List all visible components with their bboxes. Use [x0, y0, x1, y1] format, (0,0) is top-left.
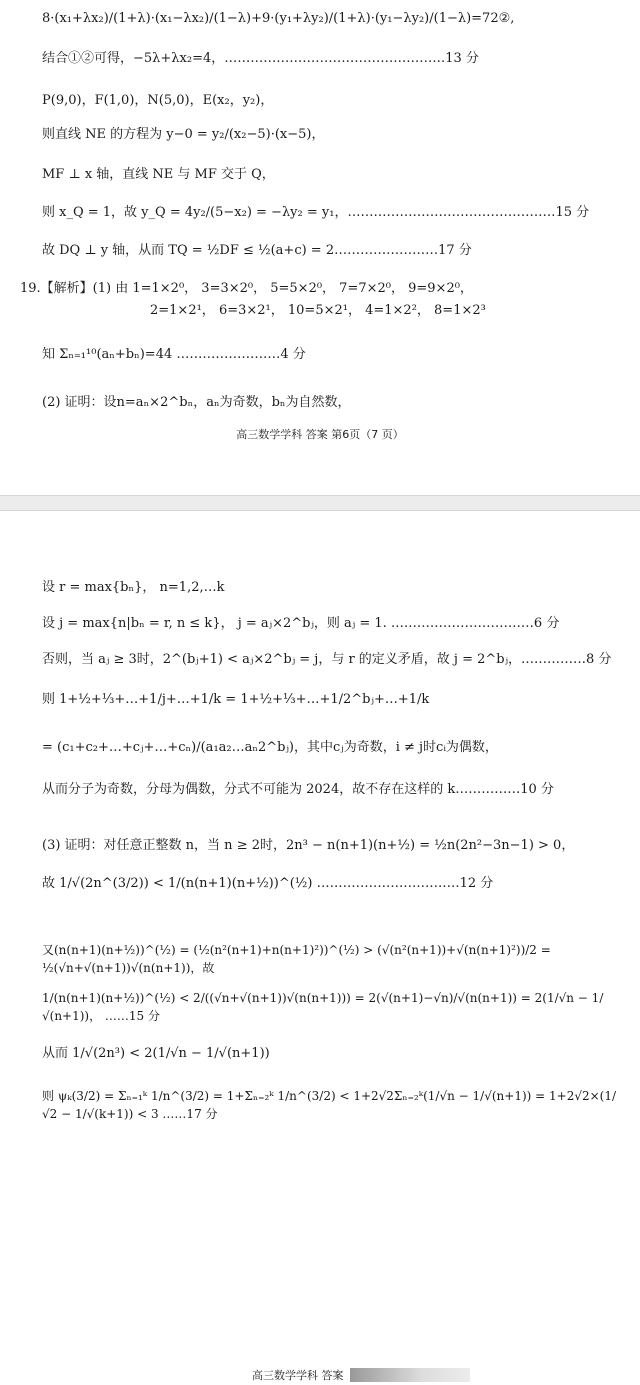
text-line: 则 x_Q = 1，故 y_Q = 4y₂/(5−x₂) = −λy₂ = y₁，…………………………………………15 分 — [42, 205, 590, 220]
text-line: (3) 证明：对任意正整数 n，当 n ≥ 2时，2n³ − n(n+1)(n+½) = ½n(2n²−3n−1) > 0， — [42, 838, 575, 853]
text-line: 则直线 NE 的方程为 y−0 = y₂/(x₂−5)·(x−5)， — [42, 127, 325, 142]
text-line: 1/(n(n+1)(n+½))^(½) < 2/((√n+√(n+1))√(n(n+1))) = 2(√(n+1)−√n)/√(n(n+1)) = 2(1/√n − 1/√(n+1))， ……15 分 — [42, 991, 604, 1023]
text-line: = (c₁+c₂+…+cⱼ+…+cₙ)/(a₁a₂…aₙ2^bⱼ)，其中cⱼ为奇数，i ≠ j时cᵢ为偶数， — [42, 740, 498, 755]
page-top — [0, 0, 640, 496]
text-line: P(9,0)，F(1,0)，N(5,0)，E(x₂，y₂)， — [42, 93, 274, 108]
text-line: 设 r = max{bₙ}， n=1,2,…k — [42, 580, 225, 595]
text-line: 故 DQ ⊥ y 轴，从而 TQ = ½DF ≤ ½(a+c) = 2……………………17 分 — [42, 243, 472, 258]
text-line: 19.【解析】(1) 由 1=1×2⁰， 3=3×2⁰， 5=5×2⁰， 7=7×2⁰， 9=9×2⁰， — [20, 281, 473, 296]
page-bottom — [0, 510, 640, 1385]
text-line: 则 ψₖ(3/2) = Σₙ₌₁ᵏ 1/n^(3/2) = 1+Σₙ₌₂ᵏ 1/n^(3/2) < 1+2√2Σₙ₌₂ᵏ(1/√n − 1/√(n+1)) = 1+2√2×(1/√2 − 1/√(k+1)) < 3 ……17 分 — [42, 1089, 617, 1121]
text-line: 故 1/√(2n^(3/2)) < 1/(n(n+1)(n+½))^(½) ……………………………12 分 — [42, 876, 494, 891]
text-line: 从而 1/√(2n³) < 2(1/√n − 1/√(n+1)) — [42, 1046, 270, 1061]
page-footer: 高三数学学科 答案 第6页（7 页） — [236, 428, 404, 441]
text-line: MF ⊥ x 轴，直线 NE 与 MF 交于 Q， — [42, 167, 275, 182]
text-line: (2) 证明：设n=aₙ×2^bₙ，aₙ为奇数，bₙ为自然数， — [42, 395, 351, 410]
text-line: 知 Σₙ₌₁¹⁰(aₙ+bₙ)=44 ……………………4 分 — [42, 347, 306, 362]
text-line: 又(n(n+1)(n+½))^(½) = (½(n²(n+1)+n(n+1)²))^(½) > (√(n²(n+1))+√(n(n+1)²))/2 = ½(√n+√(n+1))√(n(n+1))，故 — [42, 943, 551, 975]
text-line: 设 j = max{n|bₙ = r, n ≤ k}， j = aⱼ×2^bⱼ，则 aⱼ = 1. ……………………………6 分 — [42, 616, 560, 631]
text-line: 结合①②可得，−5λ+λx₂=4，……………………………………………13 分 — [42, 51, 479, 66]
text-line: 2=1×2¹， 6=3×2¹， 10=5×2¹， 4=1×2²， 8=1×2³ — [150, 303, 486, 318]
text-line: 从而分子为奇数，分母为偶数，分式不可能为 2024，故不存在这样的 k……………10 分 — [42, 782, 554, 797]
text-line: 8·(x₁+λx₂)/(1+λ)·(x₁−λx₂)/(1−λ)+9·(y₁+λy₂)/(1+λ)·(y₁−λy₂)/(1−λ)=72②, — [42, 11, 515, 26]
text-line: 则 1+½+⅓+…+1/j+…+1/k = 1+½+⅓+…+1/2^bⱼ+…+1/k — [42, 692, 430, 707]
text-line: 否则，当 aⱼ ≥ 3时，2^(bⱼ+1) < aⱼ×2^bⱼ = j，与 r 的定义矛盾，故 j = 2^bⱼ，……………8 分 — [42, 652, 612, 667]
page-footer: 高三数学学科 答案 — [252, 1369, 344, 1382]
footer-fade — [350, 1368, 470, 1382]
